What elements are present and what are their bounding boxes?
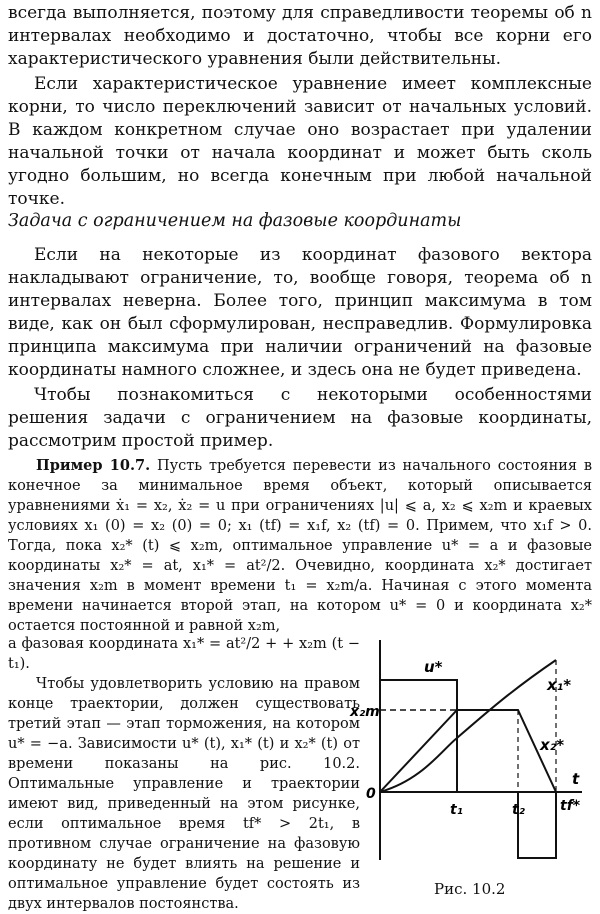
- label-u: u*: [424, 658, 443, 676]
- label-t: t: [572, 770, 580, 788]
- paragraph-1: всегда выполняется, поэтому для справедливости теоремы об n интервалах необходимо и достаточно, чтобы все корни его характеристического уравнения были действительны.: [8, 3, 592, 69]
- section-heading: Задача с ограничением на фазовые координаты: [8, 211, 462, 231]
- example-narrow-line: а фазовая координата x₁* = at²/2 + + x₂m (t − t₁).: [8, 636, 360, 672]
- figure-10-2: [350, 640, 594, 908]
- example-body: Пусть требуется перевести из начального состояния в конечное за минимальное время объект, который описывается уравнениями ẋ₁ = x₂, ẋ₂ = u при ограничениях |u| ⩽ a, x₂ ⩽ x₂m и краевых условиях x₁ (0) = x₂ (0) = 0; x₁ (tf) = x₁f, x₂ (tf) = 0. Примем, что x₁f > 0. Тогда, пока x₂* (t) ⩽ x₂m, оптимальное управление u* = a и фазовые координаты x₂* = at, x₁* = at²/2. Очевидно, координата x₂* достигает значения x₂m в момент времени t₁ = x₂m/a. Начиная с этого момента времени начинается второй этап, на котором u* = 0 и координата x₂* остается постоянной и равной x₂m,: [8, 458, 592, 634]
- section-text: [8, 2, 592, 211]
- paragraph-2: Если характеристическое уравнение имеет комплексные корни, то число переключений зависит от начальных условий. В каждом конкретном случае оно возрастает при удалении начальной точки от начала координат и может быть сколь угодно большим, но всегда конечным при любой начальной точке.: [8, 74, 592, 209]
- example-continuation-text: Чтобы удовлетворить условию на правом конце траектории, должен существовать третий этап — этап торможения, на котором u* = −a. Зависимости u* (t), x₁* (t) и x₂* (t) от времени показаны на рис. 10.2. Оптимальные управление и траектории имеют вид, приведенный на этом рисунке, если оптимальное время tf* > 2t₁, в противном случае ограничение на фазовую координату не будет влиять на решение и оптимальное управление будет состоять из двух интервалов постоянства.: [8, 676, 360, 912]
- section-heading-block: [8, 210, 592, 233]
- example-continuation: [8, 634, 360, 914]
- example-label: Пример 10.7.: [36, 457, 151, 474]
- x2-trajectory: [380, 710, 556, 792]
- label-t2: t₂: [512, 802, 525, 818]
- control-positive: [380, 680, 457, 792]
- label-x1: x₁*: [547, 676, 572, 694]
- label-origin: 0: [366, 786, 376, 802]
- paragraph-4: Чтобы познакомиться с некоторыми особенностями решения задачи с ограничением на фазовые координаты, рассмотрим простой пример.: [8, 385, 592, 451]
- example-block: [8, 456, 592, 636]
- label-x2m: x₂m: [350, 704, 380, 720]
- label-t1: t₁: [450, 802, 463, 818]
- label-tf: tf*: [560, 798, 581, 814]
- paragraph-3: Если на некоторые из координат фазового вектора накладывают ограничение, то, вообще говоря, теорема об n интервалах неверна. Более того, принцип максимума в том виде, как он был сформулирован, несправедлив. Формулировка принципа максимума при наличии ограничений на фазовые координаты намного сложнее, и здесь она не будет приведена.: [8, 245, 592, 380]
- label-x2: x₂*: [540, 736, 565, 754]
- section-body: [8, 244, 592, 453]
- figure-svg: [350, 640, 594, 880]
- figure-caption: Рис. 10.2: [434, 880, 506, 898]
- example-text: [8, 456, 592, 636]
